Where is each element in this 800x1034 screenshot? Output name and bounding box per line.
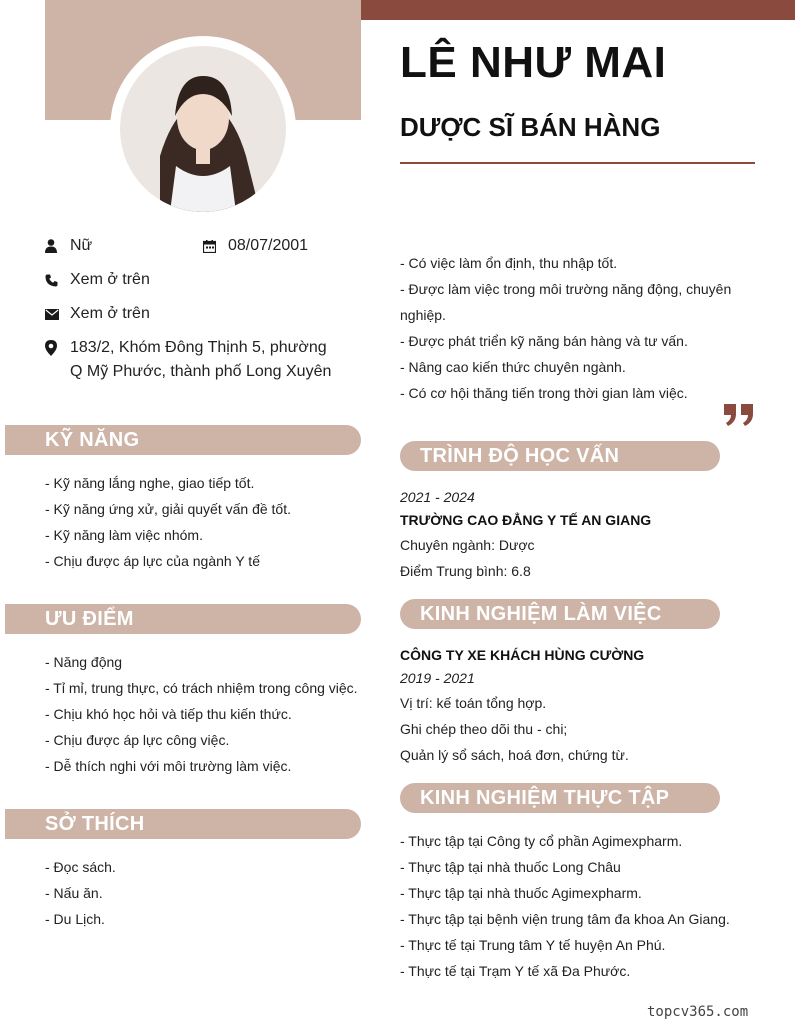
list-item: - Du Lịch. [45,911,105,927]
strengths-heading-label: ƯU ĐIỂM [45,607,134,630]
list-item: - Chịu được áp lực của ngành Y tế [45,553,260,569]
location-icon [45,336,69,360]
experience-heading-label: KINH NGHIỆM LÀM VIỆC [420,602,662,625]
email-value: Xem ở trên [70,305,150,322]
skills-heading [5,425,361,455]
list-item: - Nấu ăn. [45,885,103,901]
phone-row [45,268,150,292]
experience-period: 2019 - 2021 [400,670,475,686]
strengths-list [45,649,361,779]
header-accent-bar [361,0,795,20]
list-item: - Tỉ mỉ, trung thực, có trách nhiệm trong công việc. [45,680,358,696]
job-title: DƯỢC SĨ BÁN HÀNG [400,112,661,142]
education-major: Chuyên ngành: Dược [400,537,535,553]
birthday-row [203,234,308,258]
experience-details [400,690,750,768]
experience-heading [400,599,720,629]
education-heading-label: TRÌNH ĐỘ HỌC VẤN [420,444,620,467]
list-item: - Thực tế tại Trung tâm Y tế huyện An Phú. [400,937,666,953]
list-item: - Thực tập tại bệnh viện trung tâm đa khoa An Giang. [400,911,730,927]
list-item: - Dễ thích nghi với môi trường làm việc. [45,758,292,774]
phone-value: Xem ở trên [70,271,150,288]
list-item: - Nâng cao kiến thức chuyên ngành. [400,359,626,375]
list-item: - Kỹ năng ứng xử, giải quyết vấn đề tốt. [45,501,291,517]
calendar-icon [203,234,227,258]
education-gpa: Điểm Trung bình: 6.8 [400,563,531,579]
list-item: - Kỹ năng lắng nghe, giao tiếp tốt. [45,475,255,491]
list-item: - Có cơ hội thăng tiến trong thời gian làm việc. [400,385,688,401]
gender-value: Nữ [70,237,93,254]
address-row [45,336,341,384]
list-item: - Chịu được áp lực công việc. [45,732,230,748]
skills-list [45,470,361,574]
list-item: - Thực tế tại Trạm Y tế xã Đa Phước. [400,963,631,979]
avatar [120,46,286,212]
skills-heading-label: KỸ NĂNG [45,428,140,451]
list-item: - Được phát triển kỹ năng bán hàng và tư vấn. [400,333,688,349]
mail-icon [45,302,69,326]
quote-icon [722,402,756,431]
hobbies-heading-label: SỞ THÍCH [45,812,145,835]
career-objective-list [400,250,750,406]
birthday-value: 08/07/2001 [228,237,309,254]
phone-icon [45,268,69,292]
education-period: 2021 - 2024 [400,489,475,505]
list-item: - Có việc làm ổn định, thu nhập tốt. [400,255,618,271]
list-item: - Đọc sách. [45,859,116,875]
list-item: - Năng động [45,654,123,670]
email-row [45,302,150,326]
education-school: TRƯỜNG CAO ĐẲNG Y TẾ AN GIANG [400,512,652,528]
hobbies-heading [5,809,361,839]
avatar-photo-illustration [120,46,286,212]
list-item: - Thực tập tại nhà thuốc Agimexpharm. [400,885,642,901]
list-item: Ghi chép theo dõi thu - chi; [400,721,568,737]
list-item: - Thực tập tại Công ty cổ phần Agimexpharm. [400,833,683,849]
address-value: 183/2, Khóm Đông Thịnh 5, phường Q Mỹ Phước, thành phố Long Xuyên [70,339,332,380]
candidate-name: LÊ NHƯ MAI [400,38,667,87]
footer-watermark: topcv365.com [647,1004,749,1020]
list-item: - Kỹ năng làm việc nhóm. [45,527,203,543]
list-item: Vị trí: kế toán tổng hợp. [400,695,547,711]
internship-list [400,828,760,984]
title-divider [400,162,755,164]
user-icon [45,234,69,258]
hobbies-list [45,854,361,932]
internship-heading-label: KINH NGHIỆM THỰC TẬP [420,786,670,809]
experience-company: CÔNG TY XE KHÁCH HÙNG CƯỜNG [400,647,645,663]
list-item: - Chịu khó học hỏi và tiếp thu kiến thức. [45,706,292,722]
list-item: - Thực tập tại nhà thuốc Long Châu [400,859,621,875]
gender-row [45,234,92,258]
list-item: Quản lý sổ sách, hoá đơn, chứng từ. [400,747,629,763]
internship-heading [400,783,720,813]
strengths-heading [5,604,361,634]
education-heading [400,441,720,471]
list-item: - Được làm việc trong môi trường năng động, chuyên nghiệp. [400,281,732,323]
